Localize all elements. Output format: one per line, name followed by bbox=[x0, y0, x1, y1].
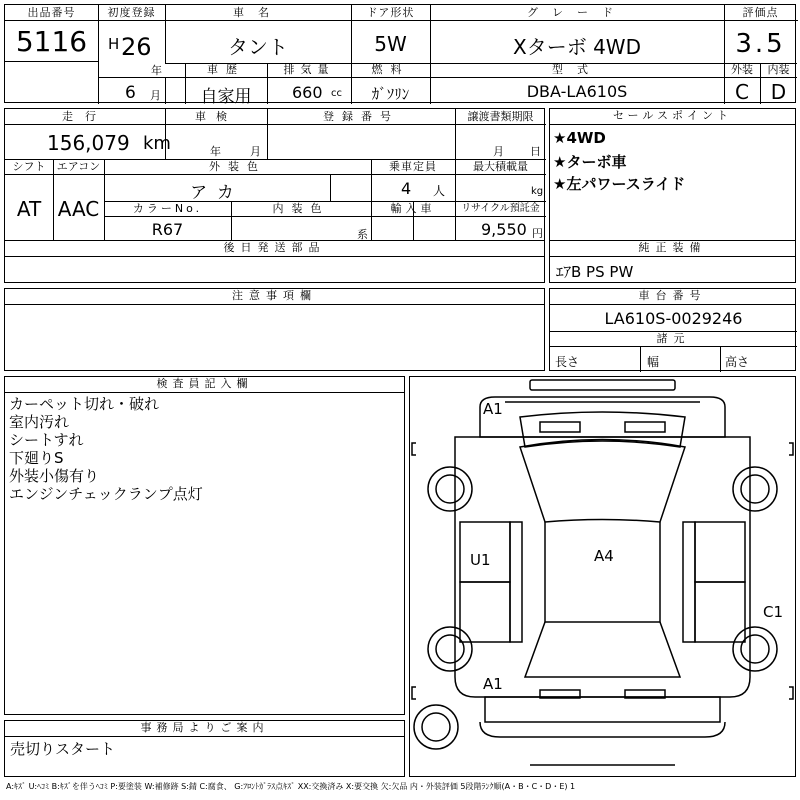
transfer-day-unit: 日 bbox=[530, 145, 541, 158]
mileage: 156,079 bbox=[47, 131, 130, 155]
notes-label: 注意事項欄 bbox=[5, 289, 544, 305]
damage-code-u1: U1 bbox=[470, 551, 491, 569]
first-reg-month-unit: 月 bbox=[150, 89, 161, 102]
ext-color-label: 外装色 bbox=[209, 160, 266, 173]
inspection-label: 車検 bbox=[195, 110, 237, 123]
fuel: ｶﾞｿﾘﾝ bbox=[371, 85, 410, 103]
int-color-label: 内装色 bbox=[272, 202, 330, 215]
dimension-length: 長さ bbox=[555, 355, 580, 369]
damage-code-a4: A4 bbox=[594, 547, 614, 565]
sales-point-item: ★4WD bbox=[553, 129, 606, 147]
import-label: 輸入車 bbox=[390, 202, 436, 215]
displacement-label: 排気量 bbox=[283, 63, 335, 76]
first-reg-label: 初度登録 bbox=[107, 6, 156, 19]
inspector-remark: 外装小傷有り bbox=[9, 467, 100, 485]
lot-no-label: 出品番号 bbox=[27, 6, 76, 19]
later-parts-label: 後日発送部品 bbox=[5, 241, 544, 257]
sales-point-item: ★ターボ車 bbox=[553, 153, 627, 171]
later-parts-section bbox=[4, 240, 545, 283]
office-label: 事務局よりご案内 bbox=[5, 721, 404, 737]
shift: AT bbox=[16, 197, 42, 221]
history: 自家用 bbox=[200, 87, 252, 107]
recycle-unit: 円 bbox=[532, 227, 543, 240]
inspector-remark: 室内汚れ bbox=[9, 413, 70, 431]
inspector-remark: エンジンチェックランプ点灯 bbox=[9, 485, 203, 503]
chassis-number: LA610S-0029246 bbox=[604, 309, 743, 328]
recycle-label: リサイクル預託金 bbox=[461, 203, 540, 214]
sales-points-section bbox=[549, 108, 796, 241]
first-reg-era: H bbox=[108, 35, 120, 53]
sales-points-label: セールスポイント bbox=[550, 109, 795, 125]
grade-label: グレード bbox=[527, 6, 627, 19]
load-label: 最大積載量 bbox=[473, 160, 528, 173]
chassis-label: 車台番号 bbox=[550, 289, 795, 305]
inspector-label: 検査員記入欄 bbox=[5, 377, 404, 393]
header-section bbox=[4, 4, 796, 107]
inspector-remark: シートすれ bbox=[9, 431, 84, 449]
door-label: ドア形状 bbox=[366, 6, 415, 19]
dimensions-label: 諸元 bbox=[656, 332, 691, 345]
int-grade: D bbox=[770, 80, 787, 104]
inspector-section bbox=[4, 376, 405, 715]
grade: Xターボ 4WD bbox=[513, 35, 641, 59]
equipment-section bbox=[549, 240, 796, 283]
transfer-month-unit: 月 bbox=[493, 145, 504, 158]
dimension-height: 高さ bbox=[725, 355, 750, 369]
score-label: 評価点 bbox=[742, 6, 779, 19]
office-section bbox=[4, 720, 405, 777]
inspection-month-unit: 月 bbox=[250, 145, 261, 158]
mileage-unit: km bbox=[143, 133, 171, 154]
load-unit: kg bbox=[531, 186, 544, 197]
reg-no-label: 登録番号 bbox=[323, 110, 399, 123]
history-label: 車歴 bbox=[207, 63, 245, 76]
ext-color: アカ bbox=[190, 183, 244, 203]
ext-grade-label: 外装 bbox=[731, 63, 753, 76]
first-reg-year-unit: 年 bbox=[151, 64, 162, 77]
equipment-label: 純正装備 bbox=[550, 241, 795, 257]
equipment-value: ｴｱB PS PW bbox=[556, 263, 634, 281]
shift-label: シフト bbox=[12, 160, 46, 173]
capacity-label: 乗車定員 bbox=[389, 160, 437, 173]
transfer-label: 譲渡書類期限 bbox=[467, 110, 534, 123]
aircon-label: エアコン bbox=[56, 160, 101, 173]
int-grade-label: 内装 bbox=[767, 63, 790, 76]
chassis-section bbox=[549, 288, 796, 371]
aircon: AAC bbox=[57, 197, 100, 221]
model-label: 型式 bbox=[552, 63, 602, 76]
specs-section bbox=[4, 108, 545, 241]
first-reg-month: 6 bbox=[125, 83, 136, 103]
inspection-year-unit: 年 bbox=[210, 145, 221, 158]
damage-code-a1-rear: A1 bbox=[483, 675, 503, 693]
ext-grade: C bbox=[735, 80, 749, 104]
int-color-unit: 系 bbox=[357, 228, 368, 241]
color-no: R67 bbox=[151, 220, 184, 239]
office-text: 売切りスタート bbox=[10, 740, 116, 758]
dimension-width: 幅 bbox=[647, 355, 660, 369]
legend-text: A:ｷｽﾞ U:ﾍｺﾐ B:ｷｽﾞを伴うﾍｺﾐ P:要塗装 W:補修跡 S:錆 C:腐食、 G:ﾌﾛﾝﾄｶﾞﾗｽ点ｷｽﾞ XX:交換済み X:要交換 欠:欠品 内・外装評価 5段階ﾗﾝｸ順(A・B・C・D・E) 1 bbox=[6, 782, 576, 791]
car-body-diagram bbox=[410, 377, 795, 776]
sales-point-item: ★左パワースライド bbox=[553, 175, 686, 193]
damage-code-c1: C1 bbox=[763, 603, 784, 621]
fuel-label: 燃料 bbox=[371, 63, 410, 76]
displacement: 660 bbox=[292, 83, 323, 102]
car-name: タント bbox=[228, 35, 288, 59]
recycle-amount: 9,550 bbox=[481, 220, 527, 239]
lot-no: 5116 bbox=[15, 25, 88, 58]
damage-code-a1-front: A1 bbox=[483, 400, 503, 418]
mileage-label: 走行 bbox=[62, 110, 108, 123]
car-name-label: 車名 bbox=[233, 6, 283, 19]
first-reg-year: 26 bbox=[121, 33, 152, 61]
capacity-unit: 人 bbox=[433, 184, 446, 198]
capacity: 4 bbox=[401, 179, 412, 198]
inspector-remark: 下廻りS bbox=[9, 449, 64, 467]
model: DBA-LA610S bbox=[526, 82, 628, 101]
inspector-remark: カーペット切れ・破れ bbox=[9, 395, 160, 413]
notes-section bbox=[4, 288, 545, 371]
color-no-label: カラーNo. bbox=[132, 202, 203, 215]
damage-diagram bbox=[409, 376, 796, 777]
door-type: 5W bbox=[374, 32, 407, 56]
displacement-unit: cc bbox=[331, 88, 342, 99]
score: 3.5 bbox=[735, 29, 786, 59]
